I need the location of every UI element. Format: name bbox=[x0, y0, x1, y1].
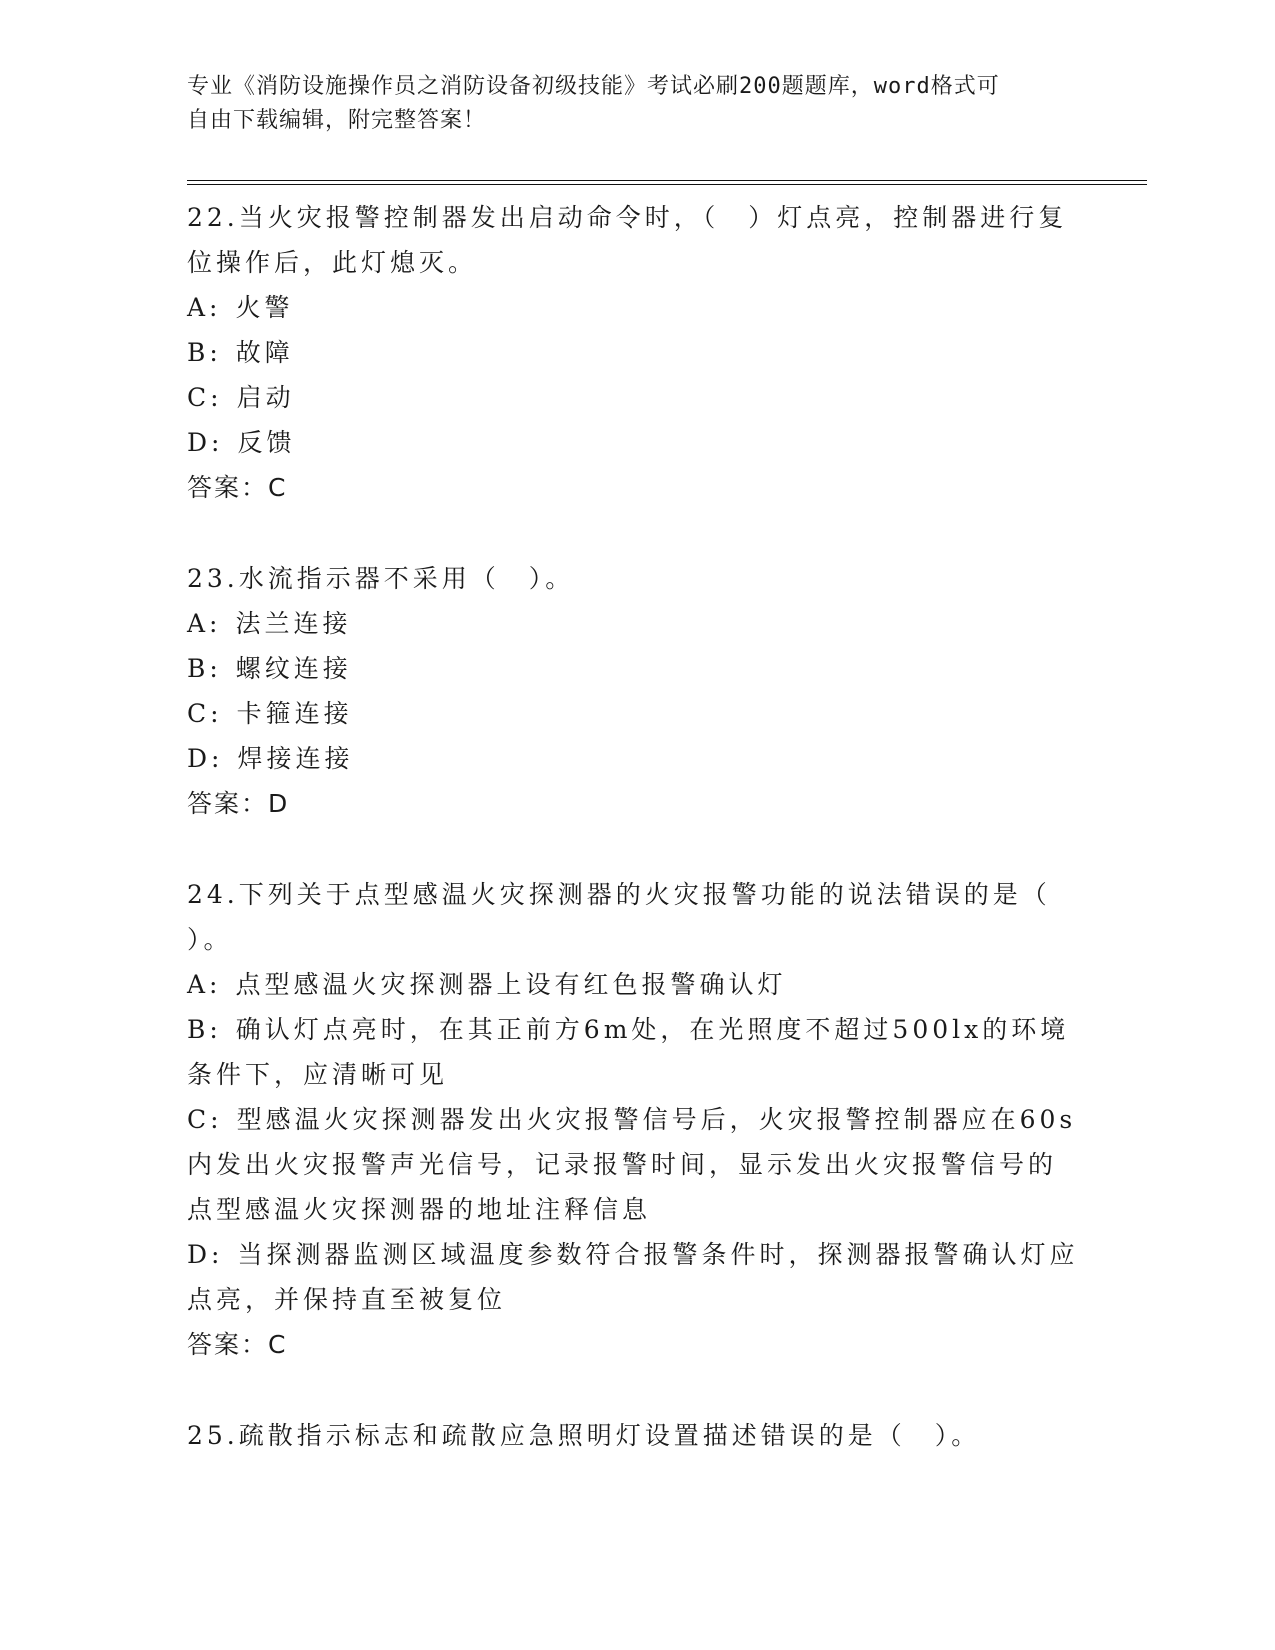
question-block bbox=[187, 556, 1147, 826]
option-text: 点亮，并保持直至被复位 bbox=[187, 1285, 507, 1314]
answer-option bbox=[187, 646, 1147, 691]
option-label: A: bbox=[187, 970, 222, 999]
document-header bbox=[187, 70, 1067, 138]
option-text: 确认灯点亮时，在其正前方6m处，在光照度不超过500lx的环境 bbox=[235, 1015, 1070, 1044]
option-label: C: bbox=[187, 383, 223, 412]
question-block bbox=[187, 1413, 1147, 1458]
option-text: 点型感温火灾探测器的地址注释信息 bbox=[187, 1195, 652, 1224]
answer-option bbox=[187, 1277, 1147, 1322]
option-label: B: bbox=[187, 338, 222, 367]
option-text: 法兰连接 bbox=[235, 609, 352, 638]
answer-option bbox=[187, 691, 1147, 736]
option-text: 启动 bbox=[236, 383, 295, 412]
answer-option bbox=[187, 736, 1147, 781]
answer-option bbox=[187, 962, 1147, 1007]
answer-option bbox=[187, 420, 1147, 465]
option-text: 焊接连接 bbox=[237, 744, 354, 773]
option-text: 卡箍连接 bbox=[236, 699, 353, 728]
answer-option bbox=[187, 1097, 1147, 1142]
divider-line-bottom bbox=[187, 184, 1147, 185]
document-page bbox=[187, 70, 1147, 1504]
answer-option bbox=[187, 1142, 1147, 1187]
question-block bbox=[187, 195, 1147, 510]
option-text: 火警 bbox=[235, 293, 294, 322]
question-list bbox=[187, 195, 1147, 1458]
option-label: A: bbox=[187, 293, 222, 322]
option-label: B: bbox=[187, 654, 222, 683]
answer-option bbox=[187, 1187, 1147, 1232]
header-line-1: 专业《消防设施操作员之消防设备初级技能》考试必刷200题题库，word格式可 bbox=[187, 74, 1000, 99]
answer-key: 答案：C bbox=[187, 473, 288, 502]
option-label: A: bbox=[187, 609, 222, 638]
answer-option bbox=[187, 1232, 1147, 1277]
option-text: 螺纹连接 bbox=[235, 654, 352, 683]
answer-option bbox=[187, 601, 1147, 646]
question-stem: 24.下列关于点型感温火灾探测器的火灾报警功能的说法错误的是（ bbox=[187, 880, 1051, 909]
divider-line-top bbox=[187, 180, 1147, 181]
option-label: C: bbox=[187, 1105, 223, 1134]
answer-option bbox=[187, 330, 1147, 375]
question-stem: 位操作后，此灯熄灭。 bbox=[187, 248, 478, 277]
option-text: 当探测器监测区域温度参数符合报警条件时，探测器报警确认灯应 bbox=[237, 1240, 1079, 1269]
option-label: D: bbox=[187, 428, 224, 457]
option-text: 条件下，应清晰可见 bbox=[187, 1060, 449, 1089]
question-stem: 23.水流指示器不采用（ ）。 bbox=[187, 564, 575, 593]
option-text: 点型感温火灾探测器上设有红色报警确认灯 bbox=[235, 970, 787, 999]
option-label: D: bbox=[187, 1240, 224, 1269]
option-label: D: bbox=[187, 744, 224, 773]
option-label: C: bbox=[187, 699, 223, 728]
question-stem: 25.疏散指示标志和疏散应急照明灯设置描述错误的是（ ）。 bbox=[187, 1421, 981, 1450]
header-line-2: 自由下载编辑，附完整答案！ bbox=[187, 108, 487, 133]
header-divider bbox=[187, 180, 1147, 185]
option-text: 反馈 bbox=[237, 428, 296, 457]
answer-option bbox=[187, 1052, 1147, 1097]
question-stem: 22.当火灾报警控制器发出启动命令时，（ ）灯点亮，控制器进行复 bbox=[187, 203, 1068, 232]
option-text: 故障 bbox=[235, 338, 294, 367]
question-block bbox=[187, 872, 1147, 1367]
answer-option bbox=[187, 285, 1147, 330]
answer-key: 答案：C bbox=[187, 1330, 288, 1359]
option-text: 型感温火灾探测器发出火灾报警信号后，火灾报警控制器应在60s bbox=[236, 1105, 1077, 1134]
option-label: B: bbox=[187, 1015, 222, 1044]
answer-key: 答案：D bbox=[187, 789, 290, 818]
answer-option bbox=[187, 375, 1147, 420]
question-stem: ）。 bbox=[187, 925, 233, 954]
answer-option bbox=[187, 1007, 1147, 1052]
option-text: 内发出火灾报警声光信号，记录报警时间，显示发出火灾报警信号的 bbox=[187, 1150, 1058, 1179]
